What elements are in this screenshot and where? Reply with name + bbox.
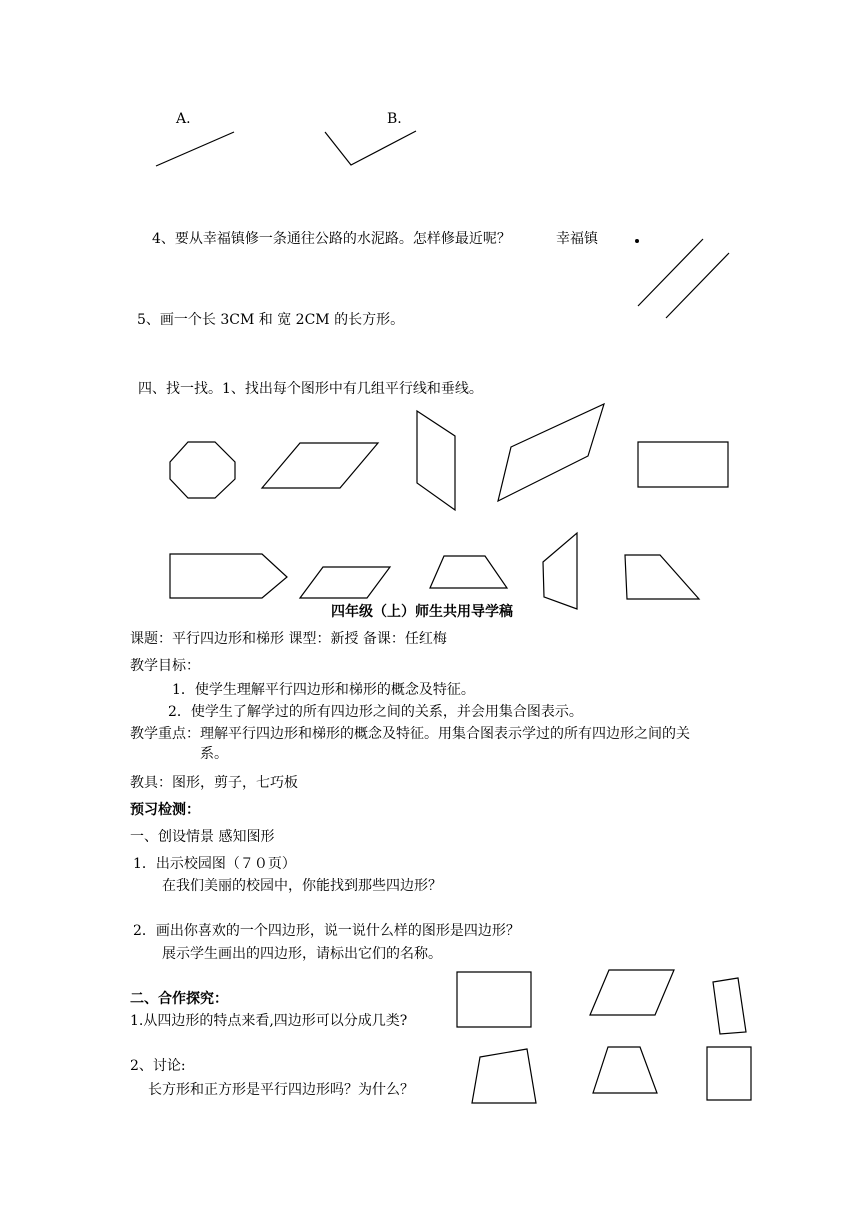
key-points-line-1: 教学重点：理解平行四边形和梯形的概念及特征。用集合图表示学过的所有四边形之间的关 — [130, 726, 690, 742]
rectangle-figure — [457, 972, 531, 1027]
part-2-heading: 二、合作探究： — [130, 991, 228, 1007]
trapezoid-shape-2 — [543, 533, 577, 609]
quadrilateral-figure — [713, 978, 746, 1034]
subject-line: 课题：平行四边形和梯形 课型：新授 备课：任红梅 — [130, 631, 447, 647]
goals-label: 教学目标： — [130, 658, 200, 674]
explore-1: 1.从四边形的特点来看,四边形可以分成几类? — [130, 1013, 408, 1029]
parallelogram-shape-4 — [300, 567, 390, 598]
question-5: 5、画一个长 3CM 和 宽 2CM 的长方形。 — [137, 312, 405, 328]
trapezoid-shape-1 — [430, 556, 507, 588]
question-4: 4、要从幸福镇修一条通往公路的水泥路。怎样修最近呢？ — [152, 231, 511, 247]
goal-2: 2．使学生了解学过的所有四边形之间的关系，并会用集合图表示。 — [168, 704, 583, 720]
explore-2: 2、讨论: — [130, 1058, 186, 1074]
key-points-line-2: 系。 — [200, 746, 228, 762]
section-4-heading: 四、找一找。1、找出每个图形中有几组平行线和垂线。 — [138, 381, 483, 397]
label-b: B. — [387, 111, 402, 127]
item-2-sub: 展示学生画出的四边形，请标出它们的名称。 — [162, 946, 442, 962]
parallelogram-shape-1 — [262, 443, 378, 488]
figure-b-angle — [325, 131, 416, 165]
octagon-shape — [170, 442, 235, 498]
parallelogram-shape-2 — [417, 411, 455, 510]
town-label: 幸福镇 — [556, 231, 598, 247]
town-point — [635, 239, 639, 243]
trapezoid-shape-3 — [625, 555, 699, 599]
tools-line: 教具：图形，剪子，七巧板 — [130, 775, 298, 791]
irregular-quadrilateral-figure — [472, 1049, 536, 1103]
pentagon-shape — [170, 554, 287, 598]
parallelogram-figure — [590, 970, 674, 1015]
road-line-2 — [666, 253, 729, 318]
lesson-title: 四年级（上）师生共用导学稿 — [331, 604, 513, 620]
preview-heading: 预习检测： — [130, 802, 200, 818]
item-2: 2．画出你喜欢的一个四边形，说一说什么样的图形是四边形？ — [133, 923, 520, 939]
road-line-1 — [638, 239, 703, 306]
parallelogram-shape-3 — [498, 404, 604, 501]
item-1: 1．出示校园图（７０页） — [133, 856, 296, 872]
part-1-heading: 一、创设情景 感知图形 — [130, 829, 275, 845]
goal-1: 1．使学生理解平行四边形和梯形的概念及特征。 — [172, 682, 475, 698]
label-a: A. — [176, 111, 191, 127]
rectangle-shape — [638, 442, 728, 487]
trapezoid-figure — [593, 1047, 657, 1093]
square-figure — [707, 1047, 751, 1100]
item-1-sub: 在我们美丽的校园中，你能找到那些四边形？ — [162, 878, 442, 894]
explore-2-sub: 长方形和正方形是平行四边形吗？为什么？ — [148, 1082, 414, 1098]
figure-a-line — [156, 132, 234, 166]
